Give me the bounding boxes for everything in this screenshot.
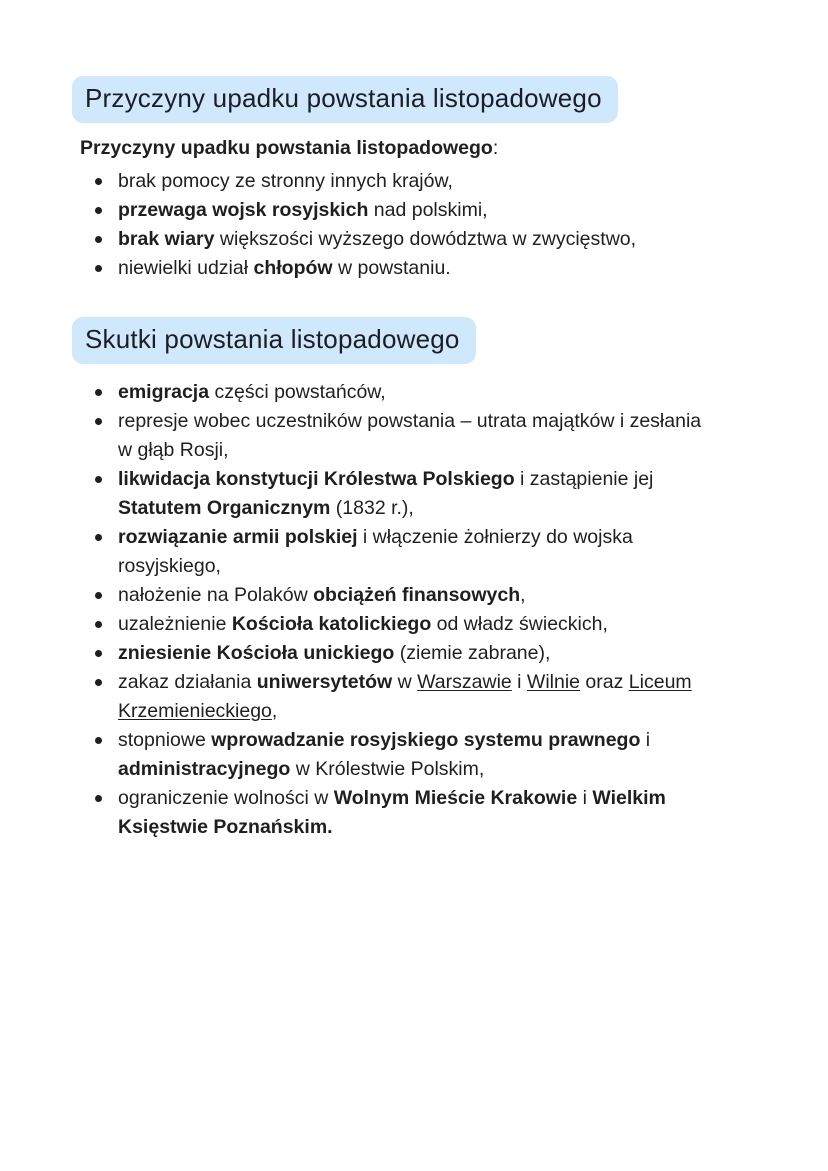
text-run: oraz — [580, 671, 629, 693]
bold-text: Przyczyny upadku powstania listopadowego — [80, 137, 493, 159]
text-run: niewielki udział — [118, 257, 254, 279]
text-run: ograniczenie wolności w — [118, 787, 334, 809]
list-item — [80, 668, 780, 726]
list-item — [80, 523, 780, 581]
underlined-term[interactable]: Krzemienieckiego — [118, 700, 272, 722]
text-run: : — [492, 137, 499, 159]
text-run: (1832 r.), — [330, 497, 414, 519]
list-item — [80, 225, 780, 254]
text-run: i włączenie żołnierzy do wojska — [357, 526, 633, 548]
bold-text: wprowadzanie rosyjskiego systemu prawnego — [211, 729, 641, 751]
text-run: i zastąpienie jej — [514, 468, 654, 490]
text-run: , — [271, 700, 278, 722]
list-item — [80, 254, 780, 283]
bold-text: emigracja — [118, 381, 210, 403]
bold-text: przewaga wojsk rosyjskich — [118, 199, 369, 221]
bold-text: Wielkim — [592, 787, 666, 809]
bold-text: rozwiązanie armii polskiej — [118, 526, 358, 548]
text-run: rosyjskiego, — [118, 555, 221, 577]
bold-text: Statutem Organicznym — [118, 497, 331, 519]
underlined-term[interactable]: Warszawie — [417, 671, 512, 693]
text-run: w — [392, 671, 418, 693]
bold-text: Księstwie Poznańskim. — [118, 816, 333, 838]
section-przyczyny-upadku — [0, 76, 828, 283]
text-run: w powstaniu. — [332, 257, 451, 279]
bullet-list — [80, 167, 780, 283]
bold-text: obciążeń finansowych — [313, 584, 521, 606]
text-run: nałożenie na Polaków — [118, 584, 314, 606]
bold-text: chłopów — [253, 257, 333, 279]
text-run: części powstańców, — [209, 381, 386, 403]
bold-text: administracyjnego — [118, 758, 291, 780]
bold-text: zniesienie Kościoła unickiego — [118, 642, 395, 664]
text-run: w Królestwie Polskim, — [290, 758, 485, 780]
list-item — [80, 167, 780, 196]
text-run: uzależnienie — [118, 613, 232, 635]
list-item — [80, 639, 780, 668]
list-item — [80, 407, 780, 465]
underlined-term[interactable]: Wilnie — [526, 671, 581, 693]
text-run: i — [640, 729, 651, 751]
list-intro — [80, 134, 828, 163]
text-run: i — [511, 671, 527, 693]
text-run: (ziemie zabrane), — [394, 642, 551, 664]
section-heading-highlight — [72, 76, 618, 123]
bold-text: Kościoła katolickiego — [231, 613, 432, 635]
list-item — [80, 784, 780, 842]
text-run: nad polskimi, — [368, 199, 488, 221]
text-run: stopniowe — [118, 729, 212, 751]
text-run: w głąb Rosji, — [118, 439, 229, 461]
bullet-list — [80, 378, 780, 842]
text-run: , — [520, 584, 526, 606]
section-heading-text: Skutki powstania listopadowego — [85, 324, 460, 354]
section-heading-highlight — [72, 317, 476, 364]
bold-text: likwidacja konstytucji Królestwa Polskiego — [118, 468, 515, 490]
text-run: zakaz działania — [118, 671, 257, 693]
section-heading-text: Przyczyny upadku powstania listopadowego — [85, 83, 602, 113]
list-item — [80, 581, 780, 610]
bold-text: Wolnym Mieście Krakowie — [333, 787, 578, 809]
underlined-term[interactable]: Liceum — [628, 671, 692, 693]
text-run: i — [577, 787, 593, 809]
text-run: represje wobec uczestników powstania – utrata majątków i zesłania — [118, 410, 702, 432]
text-run: większości wyższego dowództwa w zwycięstwo, — [214, 228, 637, 250]
bold-text: uniwersytetów — [256, 671, 393, 693]
bold-text: brak wiary — [118, 228, 215, 250]
list-item — [80, 465, 780, 523]
list-item — [80, 726, 780, 784]
text-run: od władz świeckich, — [431, 613, 608, 635]
list-item — [80, 610, 780, 639]
section-skutki — [0, 283, 828, 842]
list-item — [80, 378, 780, 407]
text-run: brak pomocy ze stronny innych krajów, — [118, 170, 453, 192]
list-item — [80, 196, 780, 225]
